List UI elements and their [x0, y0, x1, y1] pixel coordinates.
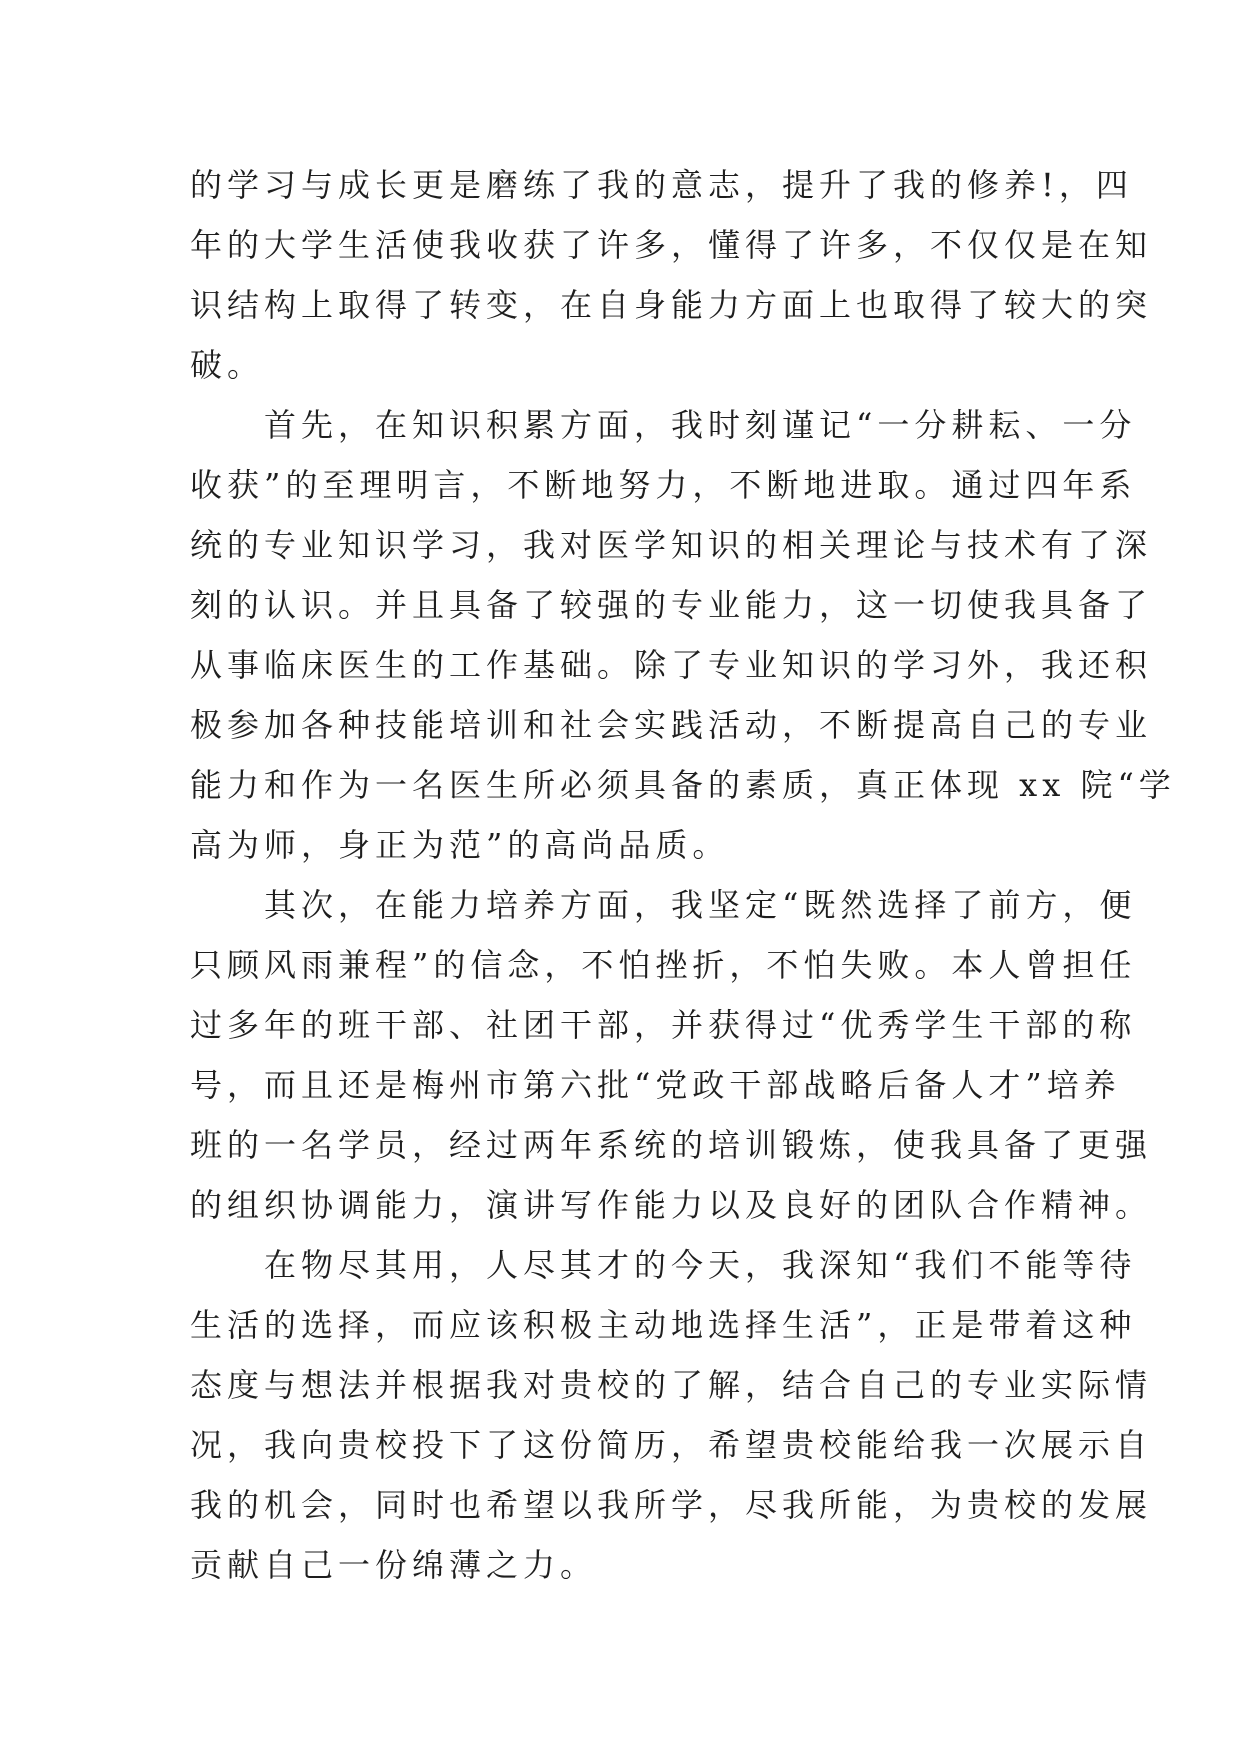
text-line: 我的机会，同时也希望以我所学，尽我所能，为贵校的发展 [190, 1486, 1153, 1524]
text-line: 班的一名学员，经过两年系统的培训锻炼，使我具备了更强 [190, 1126, 1153, 1164]
text-line: 的组织协调能力，演讲写作能力以及良好的团队合作精神。 [190, 1186, 1153, 1224]
text-line: 收获”的至理明言，不断地努力，不断地进取。通过四年系 [190, 466, 1137, 504]
text-line: 生活的选择，而应该积极主动地选择生活”，正是带着这种 [190, 1306, 1137, 1344]
text-line: 态度与想法并根据我对贵校的了解，结合自己的专业实际情 [190, 1366, 1153, 1404]
text-line: 破。 [190, 346, 265, 384]
text-line: 只顾风雨兼程”的信念，不怕挫折，不怕失败。本人曾担任 [190, 946, 1137, 984]
text-line: 况，我向贵校投下了这份简历，希望贵校能给我一次展示自 [190, 1426, 1153, 1464]
text-line: 号，而且还是梅州市第六批“党政干部战略后备人才”培养 [190, 1066, 1121, 1104]
text-line: 贡献自己一份绵薄之力。 [190, 1546, 598, 1584]
paragraph-first-line: 首先，在知识积累方面，我时刻谨记“一分耕耘、一分 [264, 406, 1137, 444]
text-line: 从事临床医生的工作基础。除了专业知识的学习外，我还积 [190, 646, 1153, 684]
text-line: 高为师，身正为范”的高尚品质。 [190, 826, 730, 864]
text-line: 的学习与成长更是磨练了我的意志，提升了我的修养!，四 [190, 166, 1133, 204]
text-line: 刻的认识。并且具备了较强的专业能力，这一切使我具备了 [190, 586, 1153, 624]
text-line: 年的大学生活使我收获了许多，懂得了许多，不仅仅是在知 [190, 226, 1153, 264]
paragraph-first-line: 在物尽其用，人尽其才的今天，我深知“我们不能等待 [264, 1246, 1137, 1284]
text-line: 识结构上取得了转变，在自身能力方面上也取得了较大的突 [190, 286, 1153, 324]
paragraph-first-line: 其次，在能力培养方面，我坚定“既然选择了前方，便 [264, 886, 1137, 924]
text-line: 能力和作为一名医生所必须具备的素质，真正体现 xx 院“学 [190, 766, 1176, 804]
text-line: 极参加各种技能培训和社会实践活动，不断提高自己的专业 [190, 706, 1153, 744]
document-body [190, 155, 1176, 1595]
text-line: 过多年的班干部、社团干部，并获得过“优秀学生干部的称 [190, 1006, 1137, 1044]
text-line: 统的专业知识学习，我对医学知识的相关理论与技术有了深 [190, 526, 1153, 564]
